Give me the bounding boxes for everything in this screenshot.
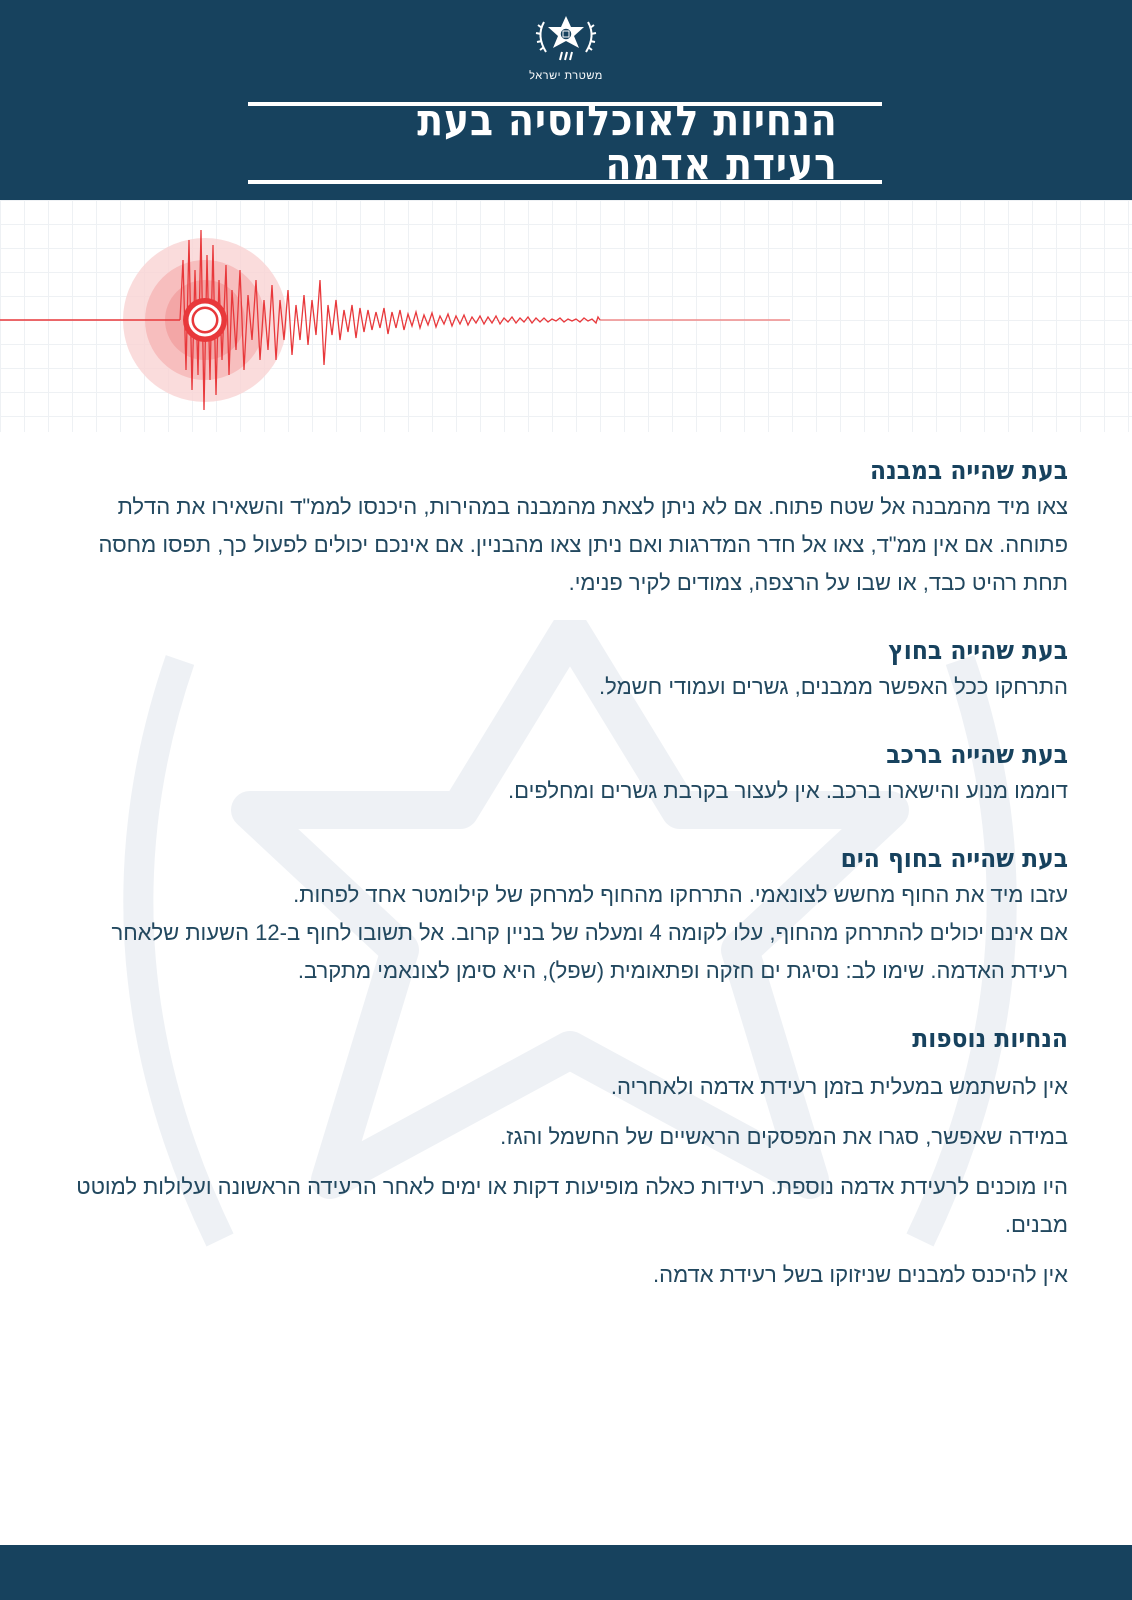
footer-banner bbox=[0, 1545, 1132, 1600]
header-banner bbox=[0, 0, 1132, 200]
emblem-caption: משטרת ישראל bbox=[529, 70, 603, 82]
title-frame bbox=[248, 95, 882, 190]
section-heading: בעת שהייה במבנה bbox=[870, 456, 1068, 486]
section-paragraph: דוממו מנוע והישארו ברכב. אין לעצור בקרבת גשרים ומחלפים. bbox=[508, 778, 1068, 803]
section-paragraph: היו מוכנים לרעידת אדמה נוספת. רעידות כאלה מופיעות דקות או ימים לאחר הרעידה הראשונה ועלולות למוטט מבנים. bbox=[76, 1174, 1068, 1237]
section-paragraph: התרחקו ככל האפשר ממבנים, גשרים ועמודי חשמל. bbox=[599, 674, 1068, 699]
seismograph-wave-icon bbox=[0, 200, 1132, 432]
section-paragraph: עזבו מיד את החוף מחשש לצונאמי. התרחקו מהחוף למרחק של קילומטר אחד לפחות. bbox=[293, 882, 1068, 907]
section-heading: בעת שהייה בחוץ bbox=[888, 636, 1068, 666]
section-paragraph: אם אינם יכולים להתרחק מהחוף, עלו לקומה 4 ומעלה של בניין קרוב. אל תשובו לחוף ב-12 השעות שלאחר רעידת האדמה. שימו לב: נסיגת ים חזקה ופתאומית (שפל), היא סימן לצונאמי מתקרב. bbox=[111, 920, 1068, 983]
section-at-beach bbox=[68, 842, 1068, 990]
section-heading: בעת שהייה בחוף הים bbox=[840, 844, 1068, 874]
section-additional-guidelines bbox=[68, 1022, 1068, 1294]
section-heading: הנחיות נוספות bbox=[912, 1024, 1068, 1054]
section-heading: בעת שהייה ברכב bbox=[886, 740, 1068, 770]
section-paragraph: במידה שאפשר, סגרו את המפסקים הראשיים של החשמל והגז. bbox=[500, 1124, 1068, 1149]
section-outdoors bbox=[68, 634, 1068, 706]
police-emblem-icon bbox=[534, 14, 598, 64]
section-in-building bbox=[68, 454, 1068, 602]
seismograph-illustration bbox=[0, 200, 1132, 432]
section-paragraph: אין להיכנס למבנים שניזוקו בשל רעידת אדמה. bbox=[653, 1262, 1068, 1287]
page-title: הנחיות לאוכלוסיה בעת רעידת אדמה bbox=[417, 95, 838, 190]
section-in-vehicle bbox=[68, 738, 1068, 810]
section-paragraph: אין להשתמש במעלית בזמן רעידת אדמה ולאחריה. bbox=[610, 1074, 1068, 1099]
section-paragraph: צאו מיד מהמבנה אל שטח פתוח. אם לא ניתן לצאת מהמבנה במהירות, היכנסו לממ"ד והשאירו את הדלת פתוחה. אם אין ממ"ד, צאו אל חדר המדרגות ואם ניתן צאו מהבניין. אם אינכם יכולים לפעול כך, תפסו מחסה תחת רהיט כבד, או שבו על הרצפה, צמודים לקיר פנימי. bbox=[98, 494, 1068, 595]
guidelines-content bbox=[68, 432, 1068, 1326]
